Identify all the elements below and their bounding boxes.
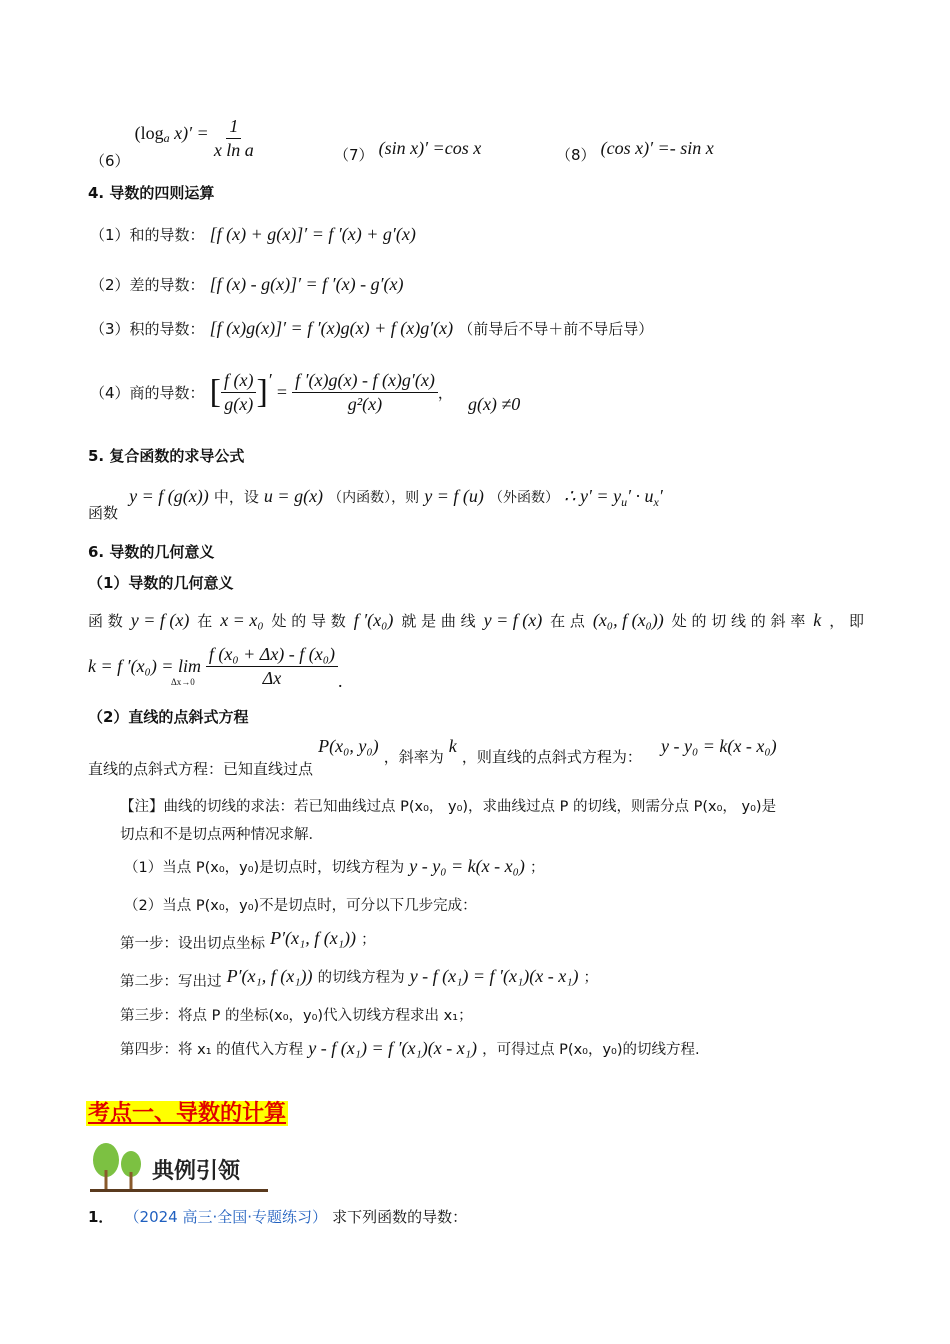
step2-end: ； (583, 970, 599, 986)
geom-e1: y = f (x) (130, 610, 190, 630)
section-title-kaodian (86, 1096, 288, 1127)
ps-e2: k (448, 736, 457, 756)
rule-diff (90, 274, 404, 295)
ps-t2: ，斜率为 (383, 748, 444, 766)
geom-t7: ， 即 (829, 612, 864, 630)
case2-line: （2）当点 P(x₀，y₀)不是切点时，可分以下几步完成： (124, 898, 477, 914)
formula-6 (90, 116, 254, 170)
formula-8-expr: (cos x)′ =- sin x (600, 138, 714, 158)
limit-den: Δx (262, 668, 282, 688)
geom-t2: 在 (197, 612, 213, 630)
geom-t1: 函 数 (88, 612, 123, 630)
formula-6-sub: a (163, 131, 170, 145)
geom-e6: k (813, 610, 822, 630)
rule-sum-label: （1）和的导数： (90, 226, 205, 244)
formula-6-lhs2: x)′ = (169, 123, 209, 143)
formula-6-den: x ln a (213, 140, 254, 160)
ps-t1: 直线的点斜式方程：已知直线过点 (88, 760, 314, 778)
example-badge (90, 1142, 268, 1192)
badge-label: 典例引领 (152, 1159, 241, 1184)
step3-line: 第三步：将点 P 的坐标(x₀，y₀)代入切线方程求出 x₁； (120, 1008, 473, 1024)
step1-end: ； (361, 932, 376, 948)
formula-6-lhs: (log (134, 123, 164, 143)
ps-e1: P(x₀, y₀) (318, 736, 379, 756)
step1-line (120, 928, 376, 952)
kaodian-title: 考点一、导数的计算 (88, 1101, 287, 1126)
rule-quotient-label: （4）商的导数： (90, 384, 205, 402)
chain-e4: ∴ y′ = y (564, 486, 622, 506)
q1-num: 1． (88, 1208, 114, 1226)
rule-product (90, 318, 653, 339)
chain-e4-mid: ′ · u (627, 486, 654, 506)
chain-t-outer: （外函数） (488, 490, 559, 506)
step1-expr: P′(x₁, f (x₁)) (270, 928, 356, 948)
geom-meaning-line (88, 610, 864, 631)
geom-e5: (x₀, f (x₀)) (592, 610, 664, 630)
rule-diff-label: （2）差的导数： (90, 276, 205, 294)
formula-6-num: 1 (226, 116, 241, 139)
section4-heading: 4. 导数的四则运算 (88, 184, 215, 202)
limit-lhs: k = f ′(x₀) = lim (88, 656, 201, 676)
step2-text2: 的切线方程为 (317, 970, 405, 986)
step4-line (120, 1038, 700, 1059)
case1-expr: y - y₀ = k(x - x₀) (409, 856, 525, 876)
formula-7 (334, 138, 482, 164)
formula-6-fraction (214, 116, 254, 161)
step4-expr: y - f (x₁) = f ′(x₁)(x - x₁) (308, 1038, 477, 1058)
chain-e4-sub2: x (653, 495, 659, 509)
ps-t3: ，则直线的点斜式方程为： (461, 748, 642, 766)
section6-heading: 6. 导数的几何意义 (88, 543, 215, 561)
rule-quotient-lhs-den: g(x) (224, 394, 254, 414)
rule-product-expr: [f (x)g(x)]′ = f ′(x)g(x) + f (x)g′(x) (209, 318, 454, 338)
geom-t4: 就 是 曲 线 (401, 612, 476, 630)
chain-t-inner: （内函数），则 (328, 490, 420, 506)
rule-quotient-rhs-num: f ′(x)g(x) - f (x)g′(x) (292, 370, 438, 393)
limit-num: f (x₀ + Δx) - f (x₀) (206, 644, 338, 667)
formula-6-label: （6） (90, 152, 130, 170)
chain-e3: y = f (u) (424, 486, 484, 506)
chain-e4-sub: u (621, 495, 628, 509)
tree-icon (90, 1142, 150, 1192)
question-1 (88, 1206, 467, 1227)
formula-7-label: （7） (334, 146, 374, 164)
rule-quotient-lhs-num: f (x) (221, 370, 256, 393)
step4-text2: ，可得过点 P(x₀，y₀)的切线方程. (482, 1042, 700, 1058)
equals-sign: = (276, 382, 287, 402)
chain-e2: u = g(x) (263, 486, 324, 506)
note-line1: 【注】曲线的切线的求法：若已知曲线过点 P(x₀， y₀)，求曲线过点 P 的切线，则需分点 P(x₀， y₀)是 (120, 799, 777, 815)
geom-e4: y = f (x) (483, 610, 543, 630)
geom-t5: 在 点 (550, 612, 585, 630)
case1-end: ； (529, 860, 545, 876)
rule-sum-expr: [f (x) + g(x)]′ = f ′(x) + g′(x) (209, 224, 416, 244)
step4-text: 第四步：将 x₁ 的值代入方程 (120, 1042, 304, 1058)
formula-7-expr: (sin x)′ =cos x (378, 138, 482, 158)
chain-t-mid: 中，设 (213, 488, 259, 506)
step2-expr1: P′(x₁, f (x₁)) (226, 966, 313, 986)
rule-diff-expr: [f (x) - g(x)]′ = f ′(x) - g′(x) (209, 274, 404, 294)
geom-e3: f ′(x₀) (353, 610, 394, 630)
bracket-left: [ (209, 373, 221, 411)
ps-e3: y - y₀ = k(x - x₀) (661, 736, 777, 756)
step2-text: 第二步：写出过 (120, 974, 222, 990)
limit-definition (88, 644, 343, 689)
rule-product-label: （3）积的导数： (90, 320, 205, 338)
geom-t3: 处 的 导 数 (271, 612, 346, 630)
step2-expr2: y - f (x₁) = f ′(x₁)(x - x₁) (409, 966, 579, 986)
rule-product-note: （前导后不导＋前不导后导） (458, 320, 654, 338)
section6-sub2: （2）直线的点斜式方程 (88, 708, 249, 726)
chain-rule-line (88, 486, 663, 522)
prime-mark: ′ (267, 370, 272, 390)
note-line2: 切点和不是切点两种情况求解． (120, 827, 323, 843)
rule-quotient-rhs-den: g²(x) (347, 394, 383, 414)
badge-underline (90, 1189, 268, 1192)
limit-sub: Δx→0 (170, 677, 195, 687)
limit-end: . (338, 671, 343, 691)
geom-e2: x = x₀ (220, 610, 264, 630)
bracket-right: ] (256, 373, 268, 411)
chain-e1: y = f (g(x)) (129, 486, 209, 506)
chain-t-func: 函数 (88, 504, 119, 522)
geom-t6: 处 的 切 线 的 斜 率 (671, 612, 806, 630)
rule-sum (90, 224, 416, 245)
q1-text: 求下列函数的导数： (332, 1208, 468, 1226)
rule-quotient-cond: g(x) ≠0 (467, 394, 521, 414)
rule-quotient (90, 370, 520, 415)
section5-heading: 5. 复合函数的求导公式 (88, 447, 245, 465)
rule-quotient-rhs (292, 370, 438, 415)
case1-line (124, 856, 544, 877)
rule-quotient-lhs (221, 370, 256, 415)
point-slope-line (88, 736, 777, 778)
q1-source: （2024 高三·全国·专题练习） (124, 1208, 328, 1226)
step1-text: 第一步：设出切点坐标 (120, 936, 265, 952)
formula-8-label: （8） (556, 146, 596, 164)
chain-e4-end: ′ (658, 486, 663, 506)
limit-fraction (206, 644, 338, 689)
formula-8 (556, 138, 714, 164)
case1-text: （1）当点 P(x₀，y₀)是切点时，切线方程为 (124, 860, 405, 876)
step2-line (120, 966, 599, 990)
comma: ， (437, 384, 453, 402)
section6-sub1: （1）导数的几何意义 (88, 574, 234, 592)
